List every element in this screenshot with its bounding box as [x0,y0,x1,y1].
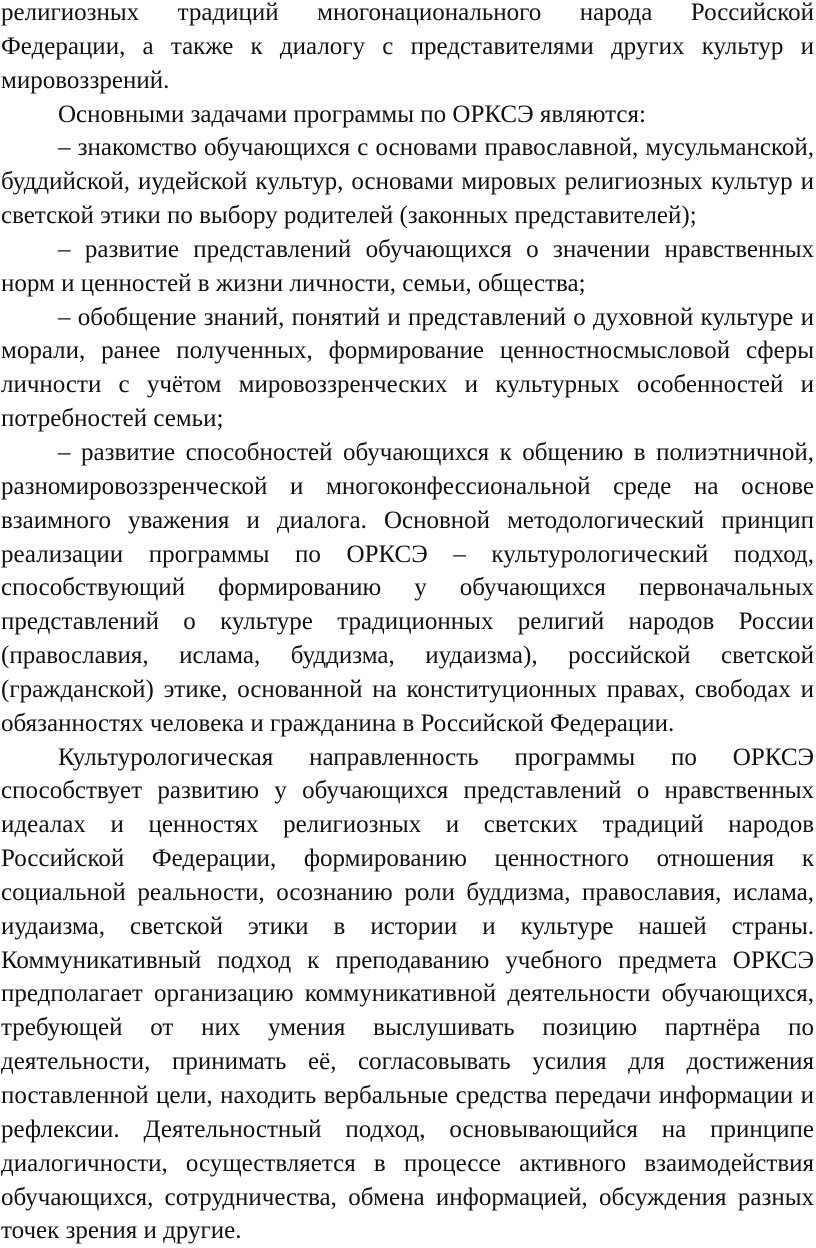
paragraph-task-3: – обобщение знаний, понятий и представлений о духовной культуре и морали, ранее полученных, формирование ценностносмысловой сферы личности с учётом мировоззренческих и культурных особенностей и потребностей семьи; [1,303,814,433]
paragraph-task-4: – развитие способностей обучающихся к общению в полиэтничной, разномировоззренческой и многоконфессиональной среде на основе взаимного уважения и диалога. Основной методологический принцип реализации программы по ОРКСЭ – культурологический подход, способствующий формированию у обучающихся первоначальных представлений о культуре традиционных религий народов России (православия, ислама, буддизма, иудаизма), российской светской (гражданской) этике, основанной на конституционных правах, свободах и обязанностях человека и гражданина в Российской Федерации. [1,438,814,737]
paragraph-cultural-approach: Культурологическая направленность программы по ОРКСЭ способствует развитию у обучающихся представлений о нравственных идеалах и ценностях религиозных и светских традиций народов Российской Федерации, формированию ценностного отношения к социальной реальности, осознанию роли буддизма, православия, ислама, иудаизма, светской этики в истории и культуре нашей страны. Коммуникативный подход к преподаванию учебного предмета ОРКСЭ предполагает организацию коммуникативной деятельности обучающихся, требующей от них умения выслушивать позицию партнёра по деятельности, принимать её, согласовывать усилия для достижения поставленной цели, находить вербальные средства передачи информации и рефлексии. Деятельностный подход, основывающийся на принципе диалогичности, осуществляется в процессе активного взаимодействия обучающихся, сотрудничества, обмена информацией, обсуждения разных точек зрения и другие. [1,743,814,1245]
paragraph-continuation: религиозных традиций многонационального народа Российской Федерации, а также к диалогу с представителями других культур и мировоззрений. [1,0,814,94]
paragraph-tasks-intro: Основными задачами программы по ОРКСЭ являются: [58,100,646,128]
paragraph-task-1: – знакомство обучающихся с основами православной, мусульманской, буддийской, иудейской культур, основами мировых религиозных культур и светской этики по выбору родителей (законных представителей); [1,134,814,230]
paragraph-task-2: – развитие представлений обучающихся о значении нравственных норм и ценностей в жизни личности, семьи, общества; [1,235,814,297]
